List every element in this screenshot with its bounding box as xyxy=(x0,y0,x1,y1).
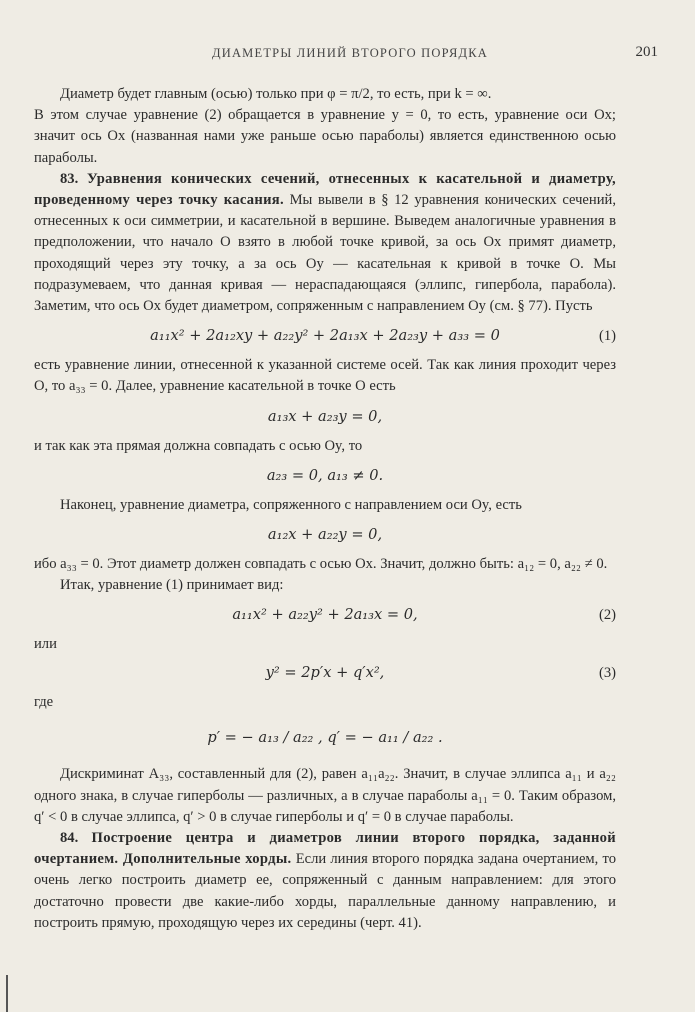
equation-3 xyxy=(34,660,616,686)
paragraph-equation-takes-form: Итак, уравнение (1) принимает вид: xyxy=(60,577,284,594)
page-number: 201 xyxy=(635,44,658,60)
equation-2-number: (2) xyxy=(598,607,616,624)
section-83-number: 83. xyxy=(60,170,79,187)
running-title: ДИАМЕТРЫ ЛИНИЙ ВТОРОГО ПОРЯДКА xyxy=(212,46,488,60)
section-83-text: Мы вывели в § 12 уравнения конических сечений, отнесенных к оси симметрии, и касательной в вершине. Выведем аналогичные уравнения в предположении, что начало O взято в любой точке кривой, за ось Ox примят диаметр, проходящий через эту точку, а за ось Oy — касательная к кривой в точке O. Мы подразумеваем, что данная кривая — нераспадающаяся (эллипс, гипербола, парабола). Заметим, что ось Ox будет диаметром, сопряженным с направлением Oy (см. § 77). Пусть xyxy=(34,192,616,315)
paragraph-axis-of-parabola: В этом случае уравнение (2) обращается в уравнение y = 0, то есть, уравнение оси Ox; значит ось Ox (названная нами уже раньше осью параболы) является единственною осью параболы. xyxy=(34,107,616,166)
paragraph-conjugate-diameter: Наконец, уравнение диаметра, сопряженного с направлением оси Oy, есть xyxy=(60,496,522,513)
paragraph-principal-diameter: Диаметр будет главным (осью) только при φ = π/2, то есть, при k = ∞. xyxy=(60,86,492,102)
section-84-title: Построение центра и диаметров линии второго порядка, заданной очертанием. Дополнительные хорды. xyxy=(34,830,616,868)
paragraph-diameter-coincides: ибо a₃₃ = 0. Этот диаметр должен совпадать с осью Ox. Значит, должно быть: a₁₂ = 0, a₂₂ ≠ 0. xyxy=(34,556,608,573)
section-83 xyxy=(34,169,616,317)
section-84-text: Если линия второго порядка задана очертанием, то очень легко построить диаметр ее, сопряженный с данным направлением: для этого достаточно провести две какие-либо хорды, параллельные данному направлению, и построить прямую, проходящую через их середины (черт. 41). xyxy=(34,851,616,931)
section-83-title: Уравнения конических сечений, отнесенных к касательной и диаметру, проведенному через точку касания. xyxy=(34,170,616,209)
equation-1-formula: a₁₁x² + 2a₁₂xy + a₂₂y² + 2a₁₃x + 2a₂₃y + a₃₃ = 0 xyxy=(150,327,500,345)
paragraph-tangent-coincides: и так как эта прямая должна совпадать с осью Oy, то xyxy=(34,437,363,454)
equation-1 xyxy=(34,323,616,349)
section-84-number: 84. xyxy=(60,830,79,847)
equation-2-formula: a₁₁x² + a₂₂y² + 2a₁₃x = 0, xyxy=(232,606,418,624)
equation-1-number: (1) xyxy=(598,328,616,345)
paragraph-passes-through-origin: есть уравнение линии, отнесенной к указанной системе осей. Так как линия проходит через O, то a₃₃ = 0. Далее, уравнение касательной в точке O есть xyxy=(34,357,616,395)
equation-p-q xyxy=(34,718,616,758)
equation-diameter-formula: a₁₂x + a₂₂y = 0, xyxy=(267,526,383,544)
label-or: или xyxy=(34,636,57,653)
equation-2 xyxy=(34,602,616,628)
equation-3-formula: y² = 2p′x + q′x², xyxy=(265,664,385,682)
equation-tangent-formula: a₁₃x + a₂₃y = 0, xyxy=(267,407,383,425)
equation-p-q-formula: p′ = − a₁₃ / a₂₂ , q′ = − a₁₁ / a₂₂ . xyxy=(207,729,443,747)
equation-diameter xyxy=(34,522,616,548)
section-84 xyxy=(34,828,616,934)
equation-condition xyxy=(34,463,616,489)
paragraph-discriminant: Дискриминат A₃₃, составленный для (2), равен a₁₁a₂₂. Значит, в случае эллипса a₁₁ и a₂₂ одного знака, в случае гиперболы — различных, а в случае параболы a₁₁ = 0. Таким образом, q′ < 0 в случае эллипса, q′ > 0 в случае гиперболы и q′ = 0 в случае параболы. xyxy=(34,766,616,825)
label-where: где xyxy=(34,694,54,711)
page-body xyxy=(34,84,616,934)
page-edge-mark xyxy=(6,975,8,1012)
page-header xyxy=(40,46,660,66)
equation-3-number: (3) xyxy=(598,665,616,682)
equation-condition-formula: a₂₃ = 0, a₁₃ ≠ 0. xyxy=(266,466,384,484)
equation-tangent xyxy=(34,404,616,430)
